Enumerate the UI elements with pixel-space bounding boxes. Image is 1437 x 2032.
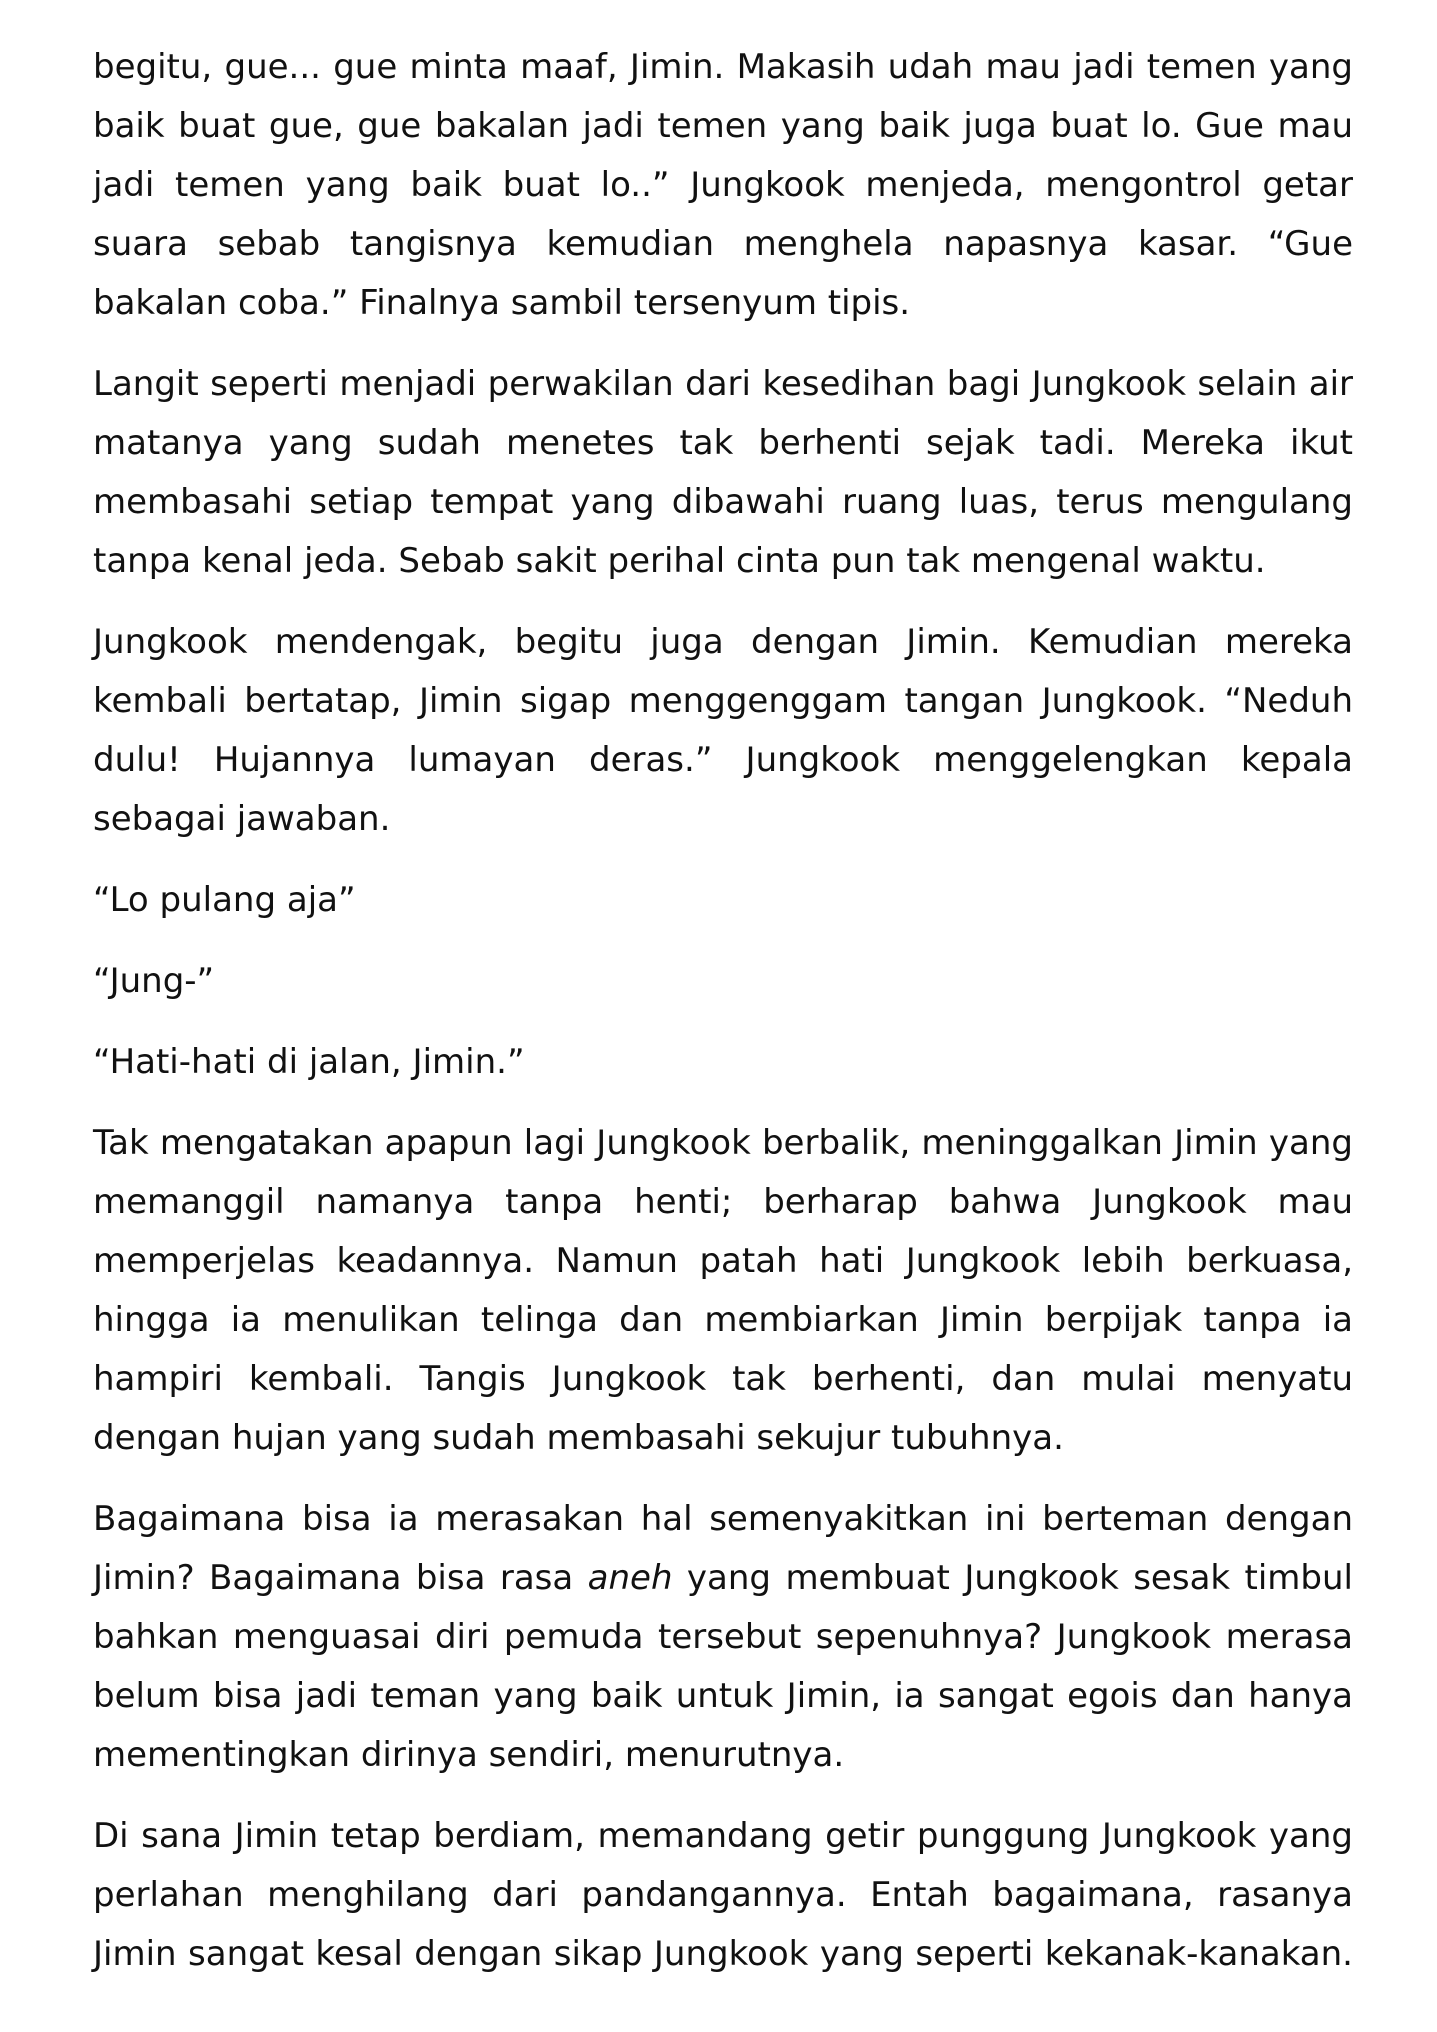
dialogue-line: “Lo pulang aja” bbox=[93, 880, 356, 920]
text-run: Bagaimana bisa ia merasakan hal semenyakitkan ini berteman dengan Jimin? Bagaimana bisa rasa bbox=[93, 1499, 1353, 1598]
paragraph: begitu, gue... gue minta maaf, Jimin. Makasih udah mau jadi temen yang baik buat gue, gue bakalan jadi temen yang baik juga buat lo. Gue mau jadi temen yang baik buat lo..” Jungkook menjeda, mengontrol getar suara sebab tangisnya kemudian menghela napasnya kasar. “Gue bakalan coba.” Finalnya sambil tersenyum tipis. bbox=[93, 47, 1353, 323]
paragraph: Tak mengatakan apapun lagi Jungkook berbalik, meninggalkan Jimin yang memanggil namanya tanpa henti; berharap bahwa Jungkook mau memperjelas keadannya. Namun patah hati Jungkook lebih berkuasa, hingga ia menulikan telinga dan membiarkan Jimin berpijak tanpa ia hampiri kembali. Tangis Jungkook tak berhenti, dan mulai menyatu dengan hujan yang sudah membasahi sekujur tubuhnya. bbox=[93, 1123, 1353, 1458]
paragraph: Jungkook mendengak, begitu juga dengan Jimin. Kemudian mereka kembali bertatap, Jimin sigap menggenggam tangan Jungkook. “Neduh dulu! Hujannya lumayan deras.” Jungkook menggelengkan kepala sebagai jawaban. bbox=[93, 622, 1353, 839]
text-run: yang membuat Jungkook sesak timbul bahkan menguasai diri pemuda tersebut sepenuhnya? Jungkook merasa belum bisa jadi teman yang baik untuk Jimin, ia sangat egois dan hanya mementingkan dirinya sendiri, menurutnya. bbox=[93, 1558, 1353, 1775]
paragraph: Di sana Jimin tetap berdiam, memandang getir punggung Jungkook yang perlahan menghilang dari pandangannya. Entah bagaimana, rasanya Jimin sangat kesal dengan sikap Jungkook yang seperti kekanak-kanakan. bbox=[93, 1816, 1353, 1974]
document-page bbox=[93, 38, 1353, 1984]
emphasized-word: aneh bbox=[587, 1558, 673, 1598]
dialogue-line: “Jung-” bbox=[93, 961, 215, 1001]
paragraph-with-emphasis bbox=[93, 1490, 1353, 1785]
dialogue-line: “Hati-hati di jalan, Jimin.” bbox=[93, 1042, 525, 1082]
paragraph: Langit seperti menjadi perwakilan dari kesedihan bagi Jungkook selain air matanya yang sudah menetes tak berhenti sejak tadi. Mereka ikut membasahi setiap tempat yang dibawahi ruang luas, terus mengulang tanpa kenal jeda. Sebab sakit perihal cinta pun tak mengenal waktu. bbox=[93, 364, 1353, 581]
